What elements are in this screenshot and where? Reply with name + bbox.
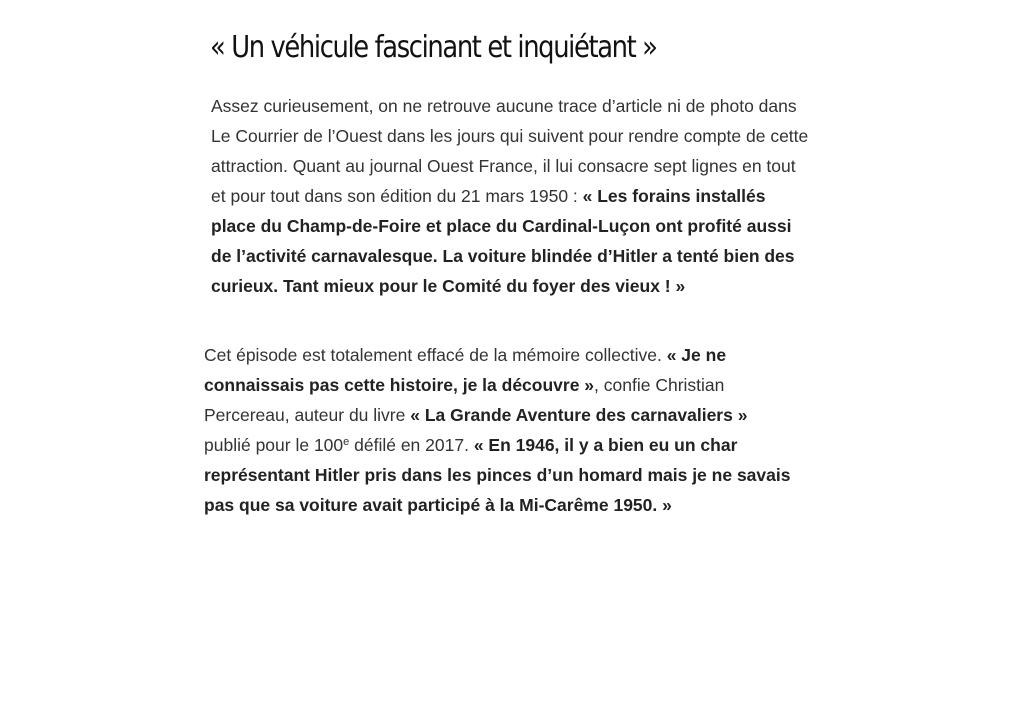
quote-line: curieux. Tant mieux pour le Comité du foyer des vieux ! » bbox=[211, 276, 686, 296]
text-line bbox=[211, 181, 906, 211]
quote-line: représentant Hitler pris dans les pinces d’un homard mais je ne savais bbox=[204, 465, 791, 485]
text-segment: défilé en 2017. bbox=[349, 435, 474, 455]
article-heading: « Un véhicule fascinant et inquiétant » bbox=[210, 30, 657, 65]
text-line bbox=[204, 400, 879, 430]
text-line bbox=[204, 430, 879, 460]
text-line: Le Courrier de l’Ouest dans les jours qui suivent pour rendre compte de cette bbox=[211, 126, 809, 146]
quote-segment: « En 1946, il y a bien eu un char bbox=[473, 435, 738, 455]
quote-segment: connaissais pas cette histoire, je la découvre » bbox=[204, 375, 595, 395]
text-segment: et pour tout dans son édition du 21 mars 1950 : bbox=[211, 186, 583, 206]
text-line: attraction. Quant au journal Ouest France, il lui consacre sept lignes en tout bbox=[211, 156, 796, 176]
text-segment: Cet épisode est totalement effacé de la mémoire collective. bbox=[204, 345, 667, 365]
text-segment: , confie Christian bbox=[594, 375, 725, 395]
paragraph-1 bbox=[211, 91, 906, 301]
text-segment: publié pour le 100 bbox=[204, 435, 344, 455]
book-title: « La Grande Aventure des carnavaliers » bbox=[410, 405, 748, 425]
paragraph-2 bbox=[204, 340, 879, 520]
quote-line: pas que sa voiture avait participé à la Mi-Carême 1950. » bbox=[204, 495, 672, 515]
quote-line: place du Champ-de-Foire et place du Cardinal-Luçon ont profité aussi bbox=[211, 216, 792, 236]
ordinal-superscript: e bbox=[343, 436, 350, 448]
quote-segment: « Je ne bbox=[666, 345, 727, 365]
text-line bbox=[204, 340, 879, 370]
quote-segment: « Les forains installés bbox=[582, 186, 766, 206]
text-line bbox=[204, 370, 879, 400]
text-segment: Percereau, auteur du livre bbox=[204, 405, 411, 425]
quote-line: de l’activité carnavalesque. La voiture blindée d’Hitler a tenté bien des bbox=[211, 246, 795, 266]
text-line: Assez curieusement, on ne retrouve aucune trace d’article ni de photo dans bbox=[211, 96, 797, 116]
